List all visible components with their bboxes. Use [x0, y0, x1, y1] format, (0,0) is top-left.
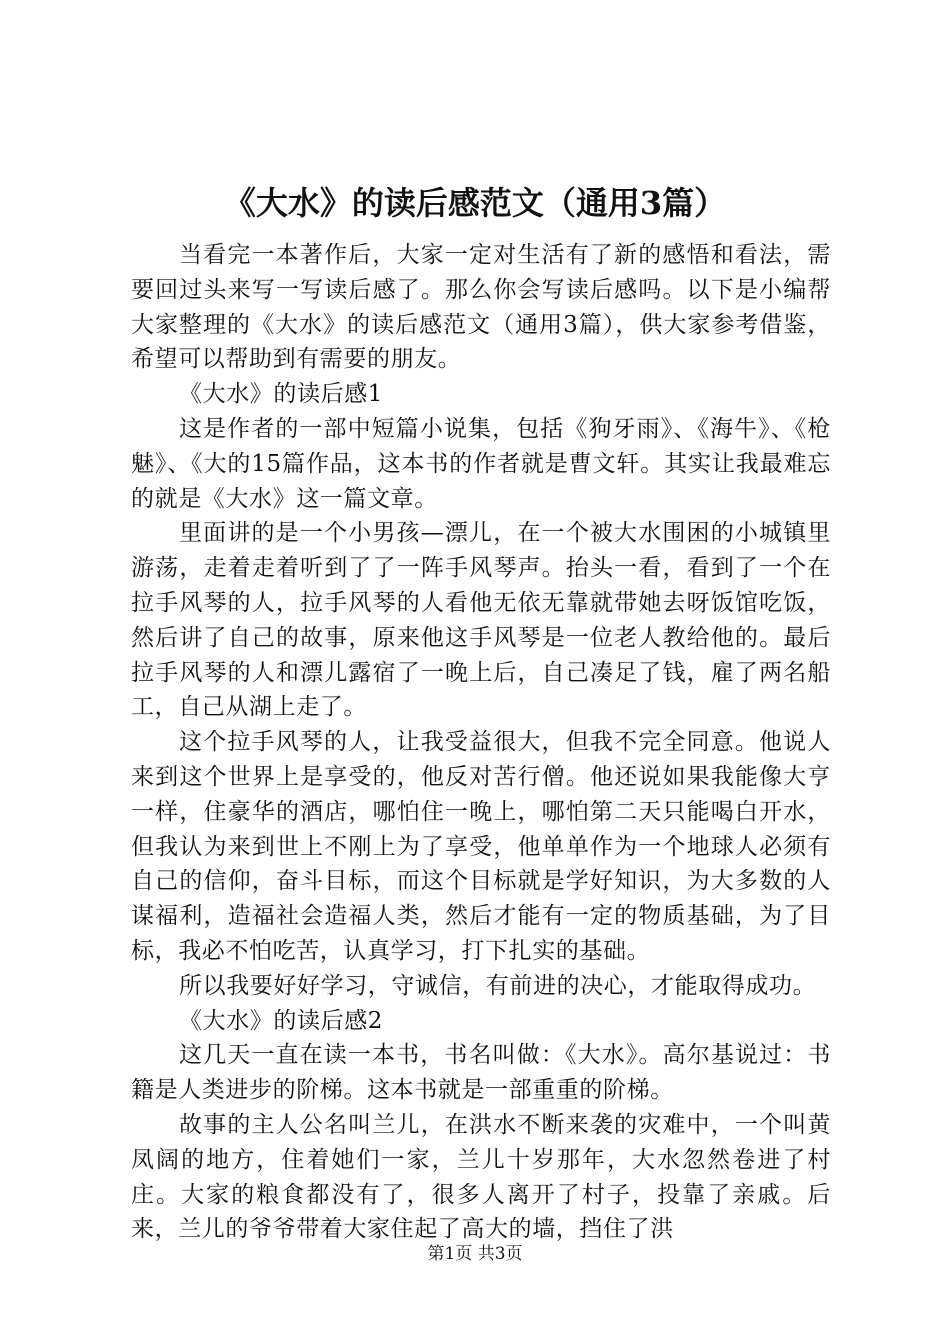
section-heading-1: 《大水》的读后感1 [179, 381, 384, 408]
body-paragraph: 里面讲的是一个小男孩—漂儿，在一个被大水围困的小城镇里游荡，走着走着听到了了一阵手风琴声。抬头一看，看到了一个在拉手风琴的人，拉手风琴的人看他无依无靠就带她去呀饭馆吃饭，然后讲了自己的故事，原来他这手风琴是一位老人教给他的。最后拉手风琴的人和漂儿露宿了一晚上后，自己凑足了钱，雇了两名船工，自己从湖上走了。 [131, 520, 831, 721]
page-number-footer: 第1页 共3页 [427, 1244, 523, 1264]
section-heading-2: 《大水》的读后感2 [179, 1007, 384, 1034]
body-paragraph: 这是作者的一部中短篇小说集，包括《狗牙雨》、《海牛》、《枪魅》、《大的15篇作品，这本书的作者就是曹文轩。其实让我最难忘的就是《大水》这一篇文章。 [131, 415, 831, 512]
body-paragraph: 这几天一直在读一本书，书名叫做：《大水》。高尔基说过：书籍是人类进步的阶梯。这本书就是一部重重的阶梯。 [131, 1042, 831, 1104]
body-paragraph: 所以我要好好学习，守诚信，有前进的决心，才能取得成功。 [179, 972, 817, 999]
document-title: 《大水》的读后感范文（通用3篇） [223, 184, 727, 222]
body-paragraph: 这个拉手风琴的人，让我受益很大，但我不完全同意。他说人来到这个世界上是享受的，他反对苦行僧。他还说如果我能像大亨一样，住豪华的酒店，哪怕住一晚上，哪怕第二天只能喝白开水，但我认为来到世上不刚上为了享受，他单单作为一个地球人必须有自己的信仰，奋斗目标，而这个目标就是学好知识，为大多数的人谋福利，造福社会造福人类，然后才能有一定的物质基础，为了目标，我必不怕吃苦，认真学习，打下扎实的基础。 [131, 729, 831, 964]
document-body [131, 238, 831, 1247]
body-paragraph: 故事的主人公名叫兰儿，在洪水不断来袭的灾难中，一个叫黄凤阔的地方，住着她们一家，兰儿十岁那年，大水忽然卷进了村庄。大家的粮食都没有了，很多人离开了村子，投靠了亲戚。后来，兰儿的爷爷带着大家住起了高大的墙，挡住了洪 [131, 1111, 831, 1243]
intro-paragraph: 当看完一本著作后，大家一定对生活有了新的感悟和看法，需要回过头来写一写读后感了。那么你会写读后感吗。以下是小编帮大家整理的《大水》的读后感范文（通用3篇），供大家参考借鉴，希望可以帮助到有需要的朋友。 [131, 242, 831, 373]
